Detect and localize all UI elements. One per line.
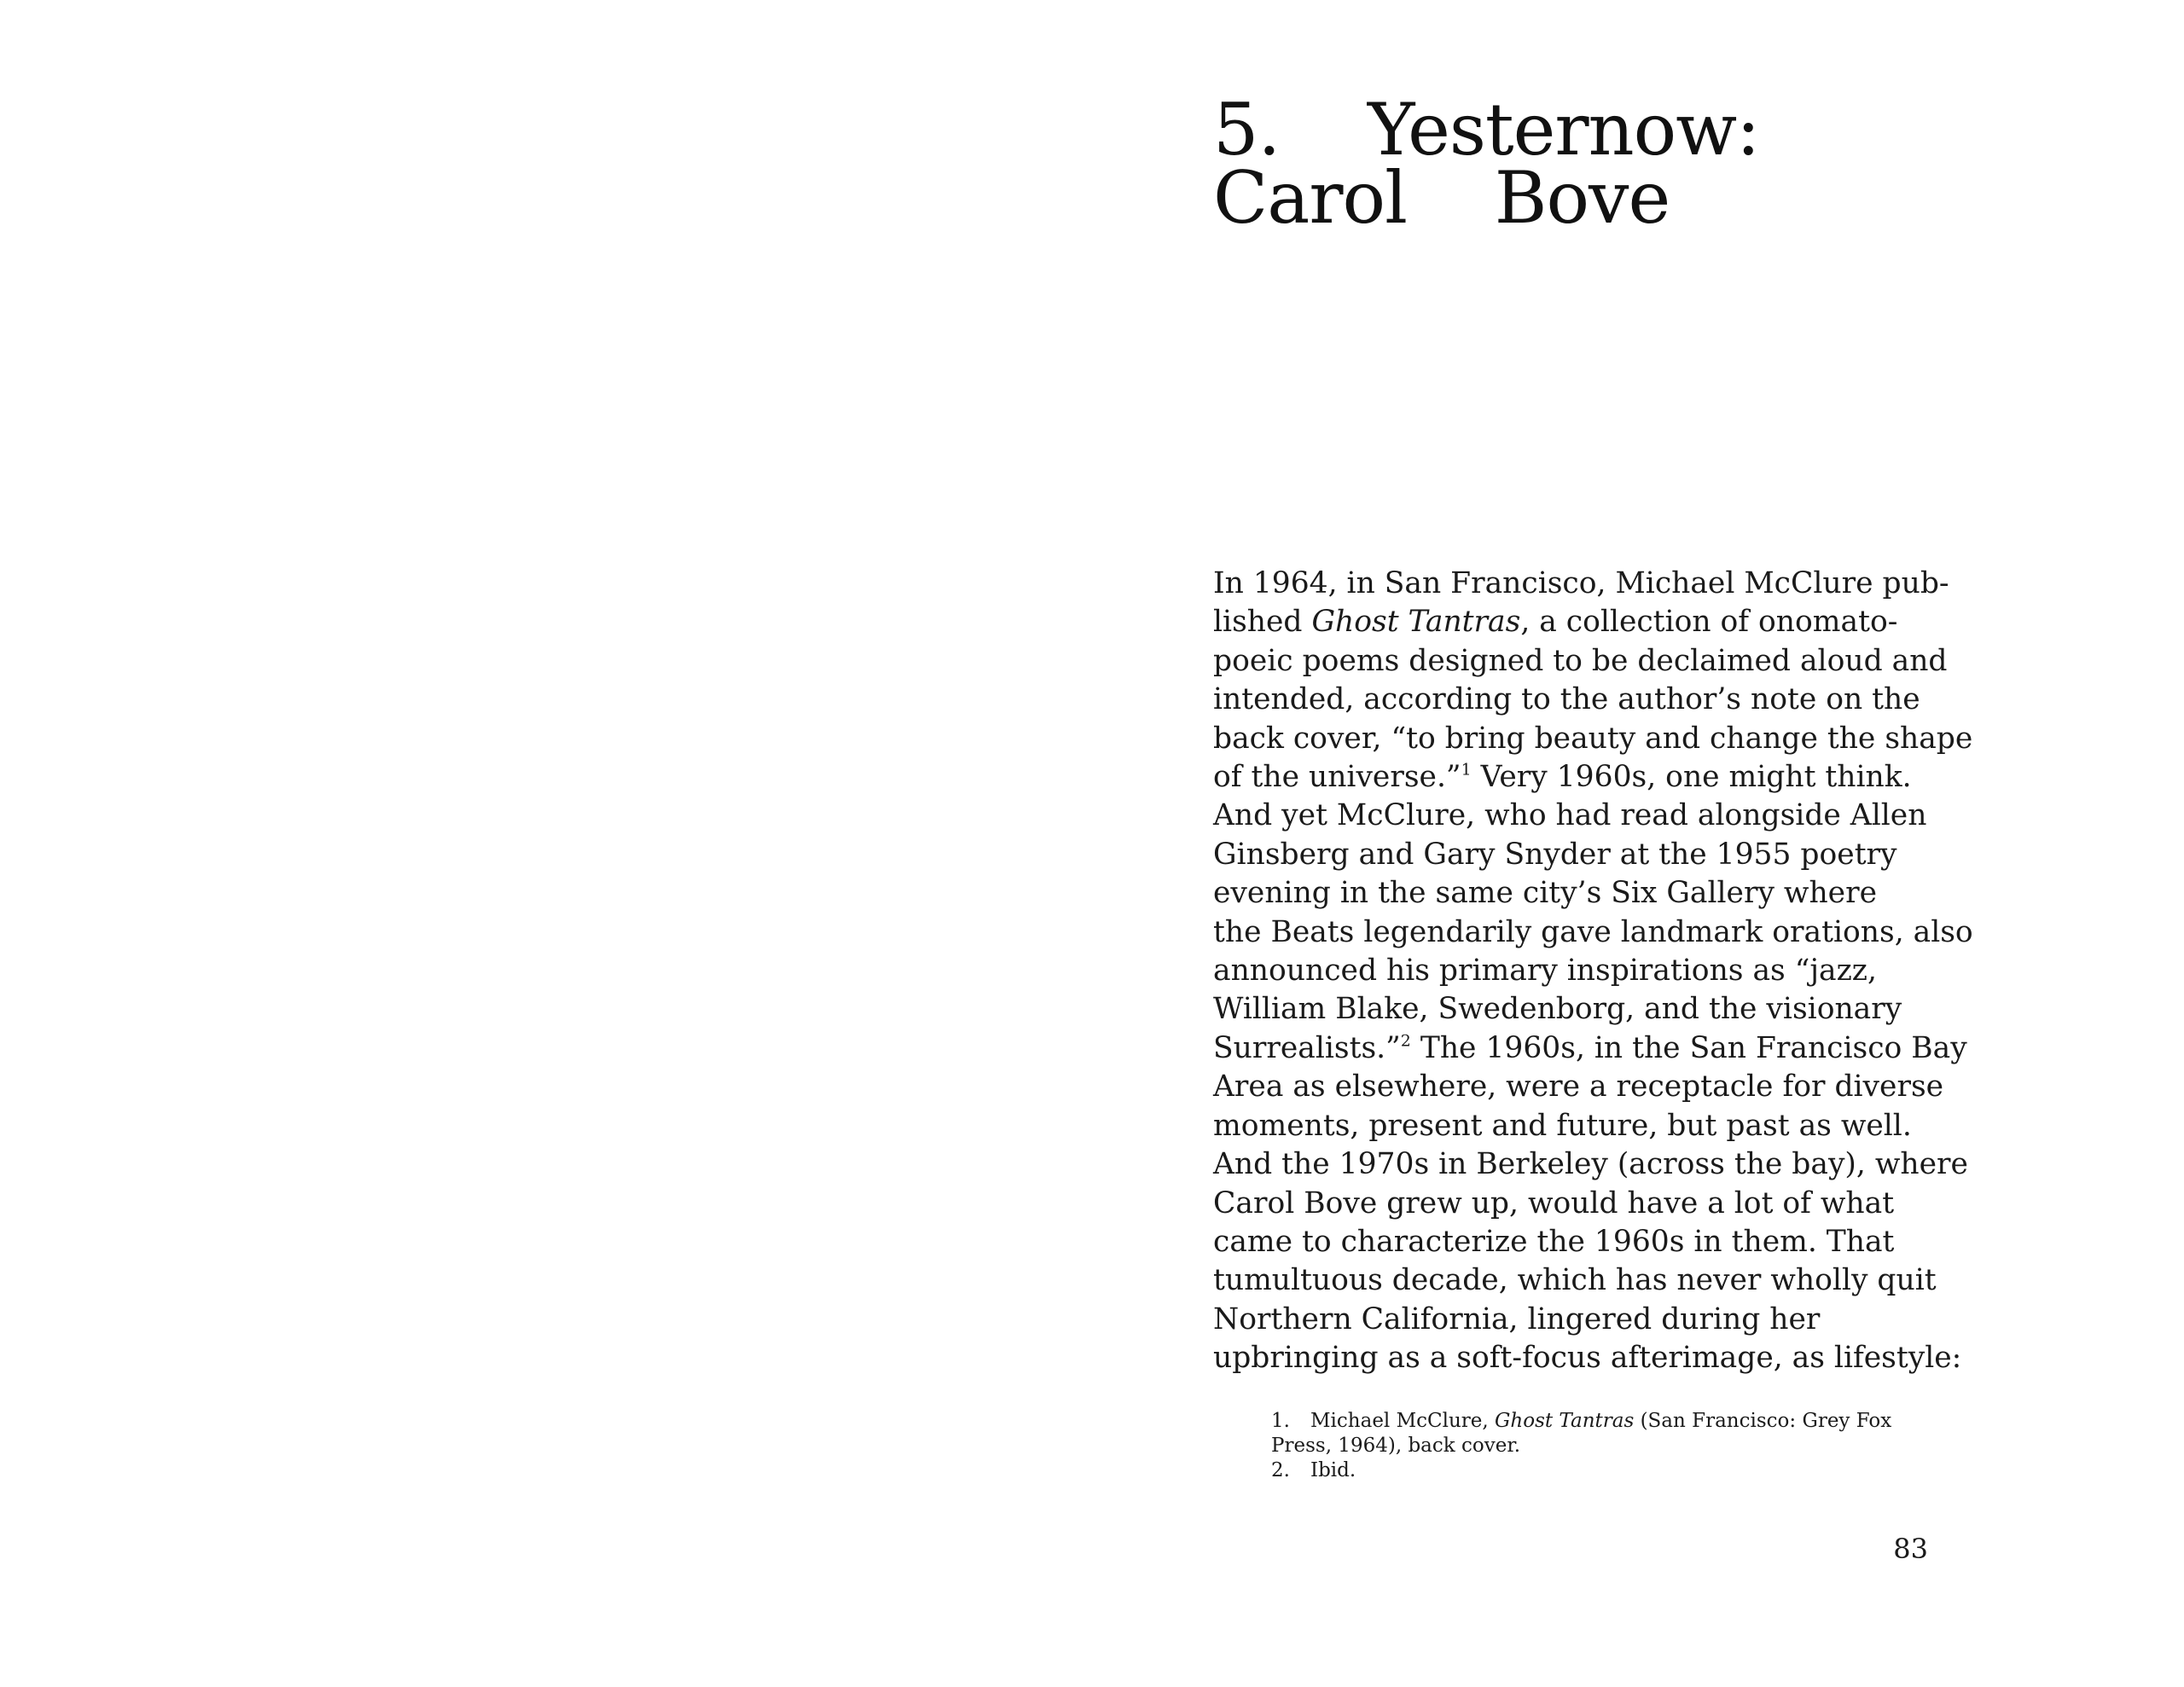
chapter-title-line-1: 5. Yesternow: bbox=[1213, 88, 1760, 171]
text-line: William Blake, Swedenborg, and the visionary bbox=[1213, 992, 1902, 1027]
text-line: came to characterize the 1960s in them. That bbox=[1213, 1224, 1895, 1259]
footnote-book-title: Ghost Tantras bbox=[1495, 1410, 1635, 1432]
text-line: And the 1970s in Berkeley (across the bay), where bbox=[1213, 1147, 1968, 1182]
footnotes bbox=[1271, 1409, 1954, 1483]
footnote-2-number: 2. bbox=[1271, 1459, 1290, 1481]
text-segment: Very 1960s, one might think. bbox=[1471, 760, 1912, 795]
text-line: Carol Bove grew up, would have a lot of what bbox=[1213, 1186, 1895, 1220]
text-segment: of the universe.” bbox=[1213, 760, 1461, 795]
text-segment: lished bbox=[1213, 605, 1312, 640]
text-line: In 1964, in San Francisco, Michael McClure pub- bbox=[1213, 566, 1949, 600]
text-segment: Surrealists.” bbox=[1213, 1030, 1401, 1065]
right-page bbox=[1092, 0, 2184, 1687]
body-paragraph bbox=[1213, 565, 1981, 1378]
text-line: tumultuous decade, which has never wholly quit bbox=[1213, 1263, 1937, 1298]
footnote-ref-2: 2 bbox=[1400, 1031, 1411, 1051]
text-line: back cover, “to bring beauty and change the shape bbox=[1213, 721, 1973, 756]
book-title-ghost-tantras: Ghost Tantras bbox=[1311, 605, 1521, 640]
text-line: the Beats legendarily gave landmark orations, also bbox=[1213, 914, 1973, 949]
footnote-1-continued: Press, 1964), back cover. bbox=[1271, 1435, 1521, 1457]
text-line: evening in the same city’s Six Gallery where bbox=[1213, 876, 1877, 911]
footnote-ref-1: 1 bbox=[1461, 760, 1472, 780]
footnote-2 bbox=[1271, 1458, 1954, 1483]
chapter-title bbox=[1213, 88, 1760, 240]
text-line: Area as elsewhere, were a receptacle for diverse bbox=[1213, 1070, 1944, 1104]
text-line: upbringing as a soft-focus afterimage, as lifestyle: bbox=[1213, 1341, 1962, 1376]
text-line: intended, according to the author’s note on the bbox=[1213, 682, 1920, 717]
chapter-title-line-2: Carol Bove bbox=[1213, 156, 1670, 240]
text-line: moments, present and future, but past as well. bbox=[1213, 1108, 1912, 1143]
footnote-text: Ibid. bbox=[1310, 1459, 1356, 1481]
footnote-text: Michael McClure, bbox=[1310, 1410, 1496, 1432]
text-line: And yet McClure, who had read alongside Allen bbox=[1213, 798, 1927, 833]
text-line: Ginsberg and Gary Snyder at the 1955 poetry bbox=[1213, 837, 1897, 872]
text-line: poeic poems designed to be declaimed aloud and bbox=[1213, 643, 1948, 678]
footnote-1 bbox=[1271, 1409, 1954, 1434]
footnote-text: (San Francisco: Grey Fox bbox=[1634, 1410, 1892, 1432]
page-number: 83 bbox=[1893, 1533, 1928, 1565]
text-line bbox=[1213, 603, 1981, 641]
text-line bbox=[1213, 1029, 1981, 1068]
footnote-1-number: 1. bbox=[1271, 1410, 1290, 1432]
text-line bbox=[1213, 758, 1981, 797]
text-line: announced his primary inspirations as “jazz, bbox=[1213, 954, 1877, 988]
text-segment: , a collection of onomato- bbox=[1520, 605, 1898, 640]
text-segment: The 1960s, in the San Francisco Bay bbox=[1410, 1030, 1967, 1065]
text-line: Northern California, lingered during her bbox=[1213, 1301, 1821, 1336]
